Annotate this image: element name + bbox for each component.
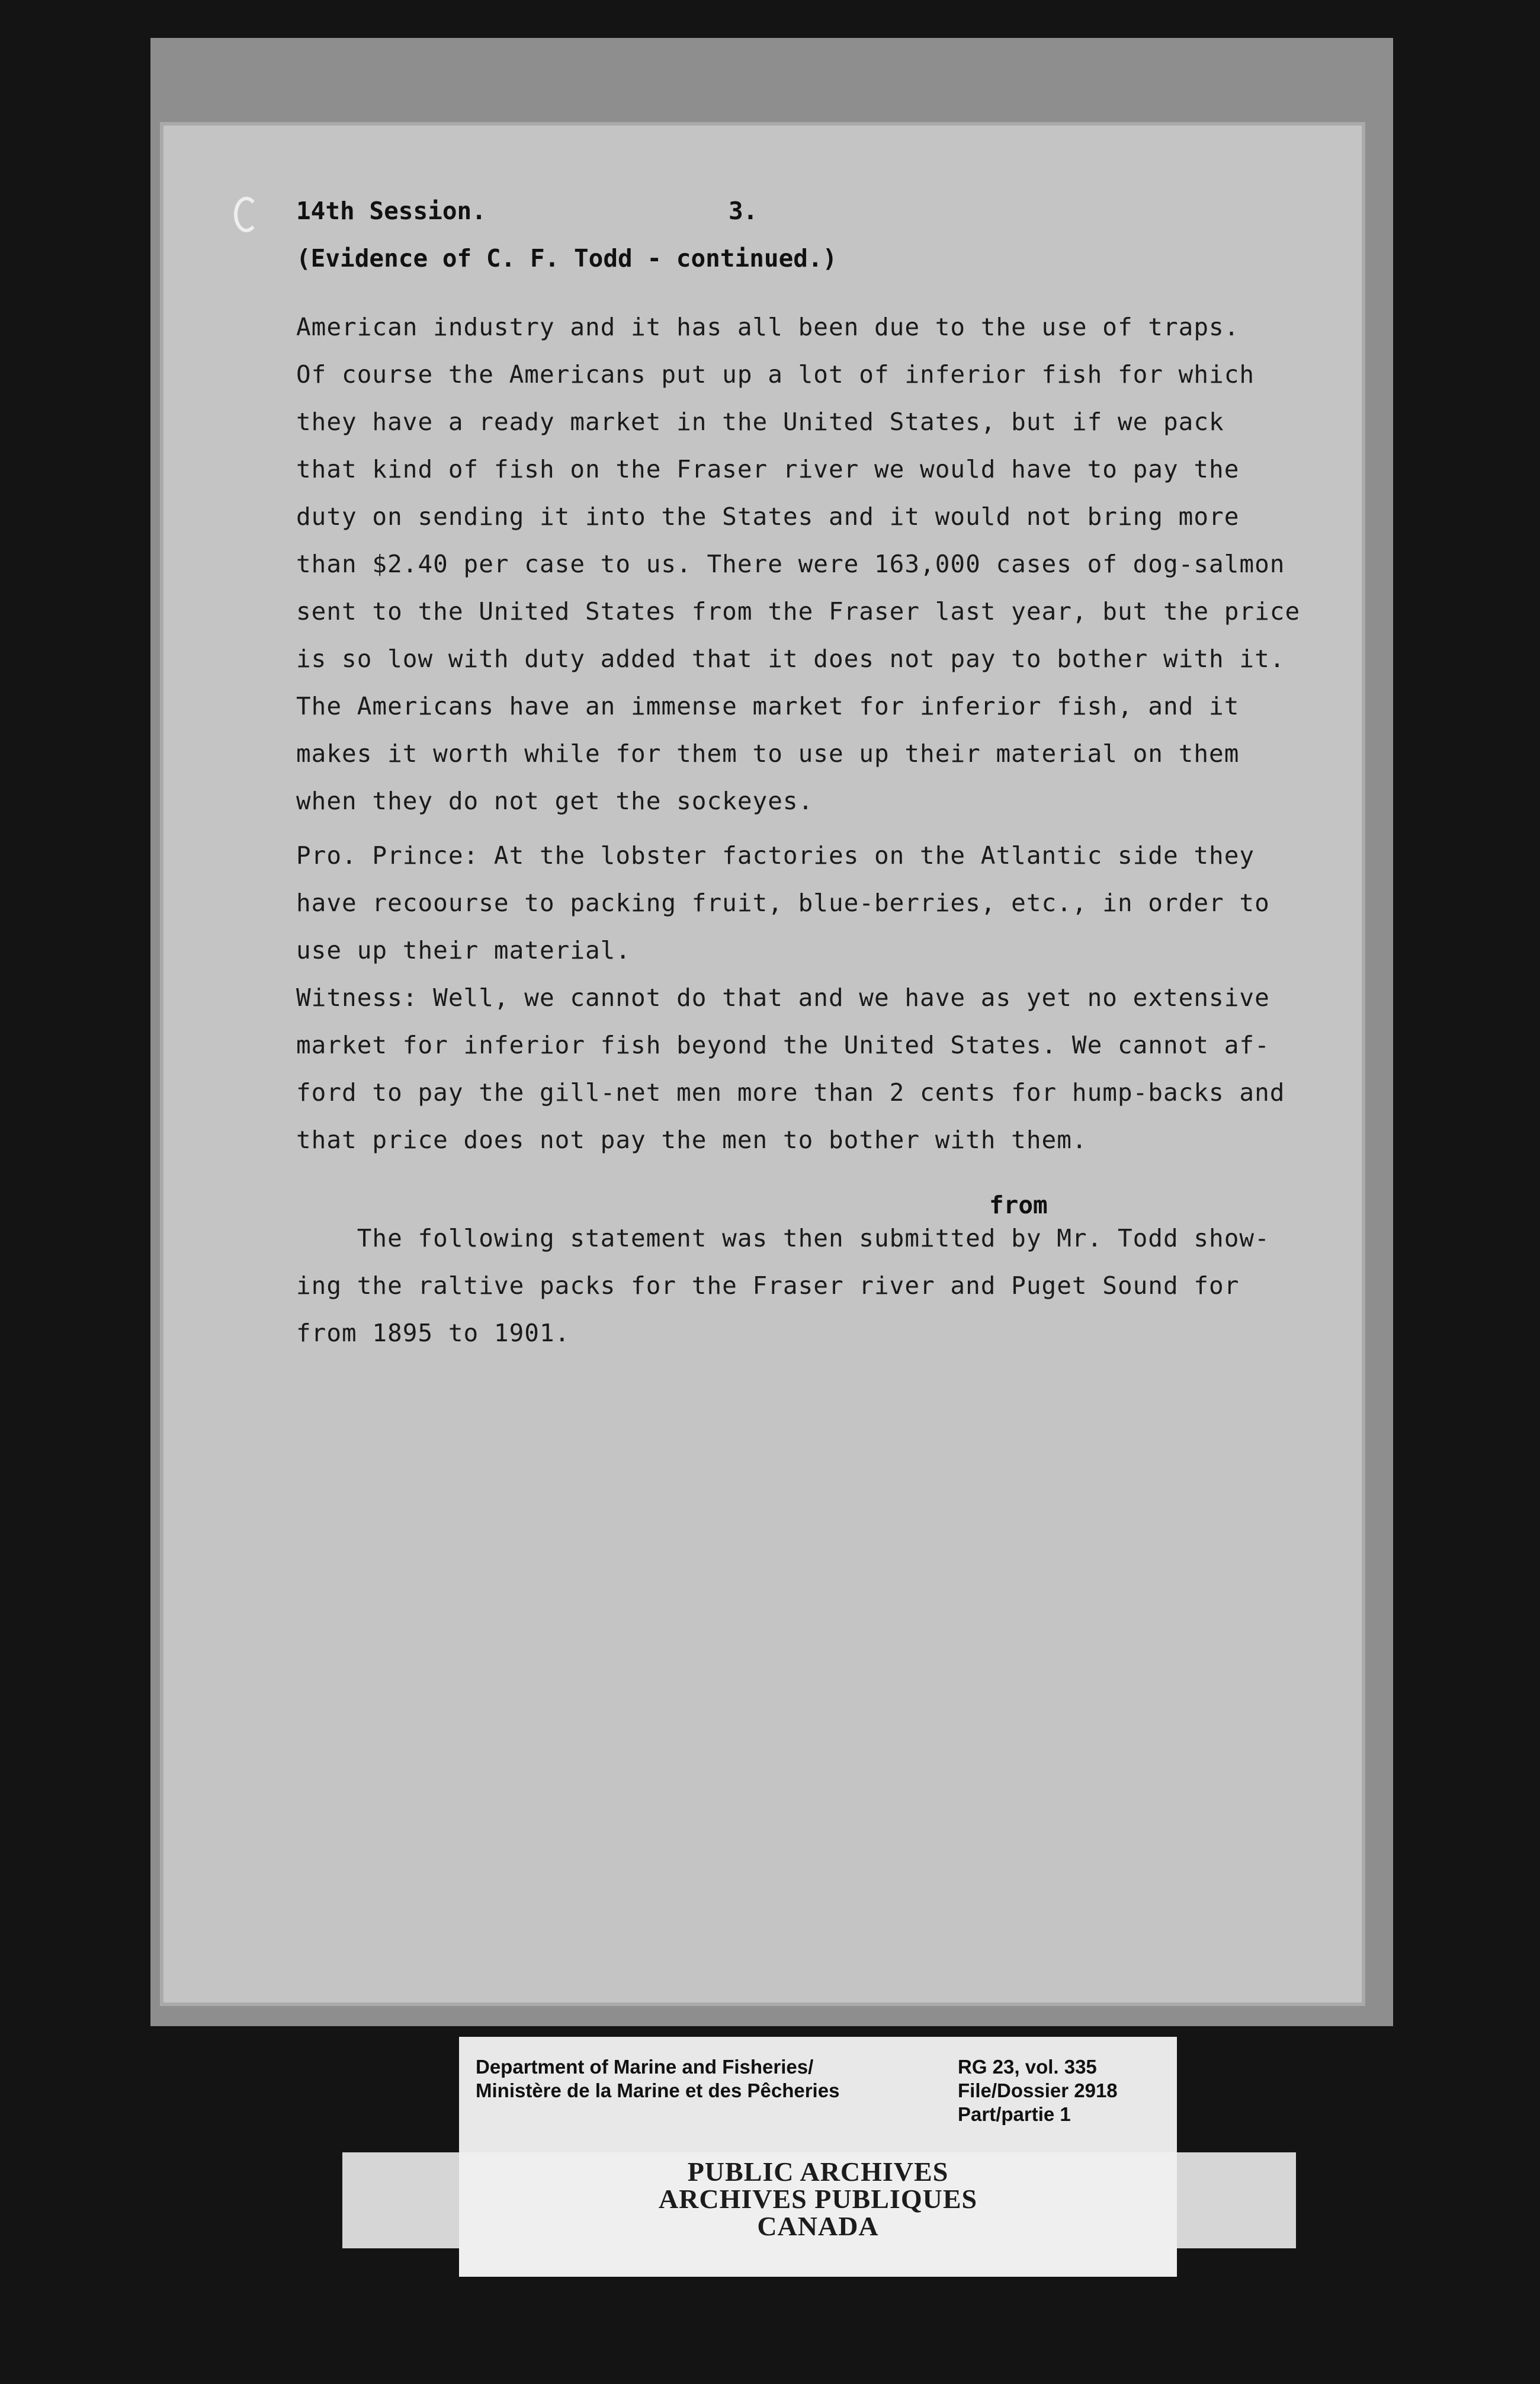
archive-label [459,2037,1177,2155]
text-line: American industry and it has all been due to the use of traps. [296,313,1240,341]
text-line: The following statement was then submitted by Mr. Todd show- [296,1224,1270,1252]
evidence-subtitle: (Evidence of C. F. Todd - continued.) [296,244,838,273]
part-number: Part/partie 1 [958,2103,1071,2125]
text-line: duty on sending it into the States and it would not bring more [296,502,1240,531]
interlinear-insertion: from [989,1191,1048,1219]
text-line: market for inferior fish beyond the United States. We cannot af- [296,1031,1270,1059]
session-heading: 14th Session. [296,197,486,225]
text-line: that kind of fish on the Fraser river we would have to pay the [296,455,1240,483]
document-page [160,122,1365,2006]
dept-french: Ministère de la Marine et des Pêcheries [476,2079,840,2101]
text-line: Pro. Prince: At the lobster factories on the Atlantic side they [296,841,1255,870]
stamp-line-2: ARCHIVES PUBLIQUES [658,2184,978,2214]
dept-english: Department of Marine and Fisheries/ [476,2056,814,2078]
text-line: that price does not pay the men to bother with them. [296,1126,1087,1154]
text-line: from 1895 to 1901. [296,1319,570,1347]
text-line: use up their material. [296,936,631,965]
text-line: makes it worth while for them to use up their material on them [296,739,1240,768]
text-line: ing the raltive packs for the Fraser river and Puget Sound for [296,1271,1240,1300]
text-line: have recoourse to packing fruit, blue-berries, etc., in order to [296,889,1270,917]
film-mark [234,197,259,232]
text-line: they have a ready market in the United States, but if we pack [296,408,1224,436]
page-number: 3. [729,197,758,225]
text-line: than $2.40 per case to us. There were 163,000 cases of dog-salmon [296,550,1285,578]
text-line: The Americans have an immense market for inferior fish, and it [296,692,1240,720]
text-line: is so low with duty added that it does not pay to bother with it. [296,645,1285,673]
text-line: sent to the United States from the Fraser last year, but the price [296,597,1301,626]
text-line: Of course the Americans put up a lot of inferior fish for which [296,360,1255,389]
stamp-line-1: PUBLIC ARCHIVES [687,2157,949,2187]
archive-stamp [459,2152,1177,2277]
stamp-line-3: CANADA [757,2211,879,2241]
file-number: File/Dossier 2918 [958,2079,1118,2101]
record-group: RG 23, vol. 335 [958,2056,1097,2078]
text-line: ford to pay the gill-net men more than 2 cents for hump-backs and [296,1078,1285,1107]
text-line: when they do not get the sockeyes. [296,787,814,815]
text-line: Witness: Well, we cannot do that and we have as yet no extensive [296,983,1270,1012]
